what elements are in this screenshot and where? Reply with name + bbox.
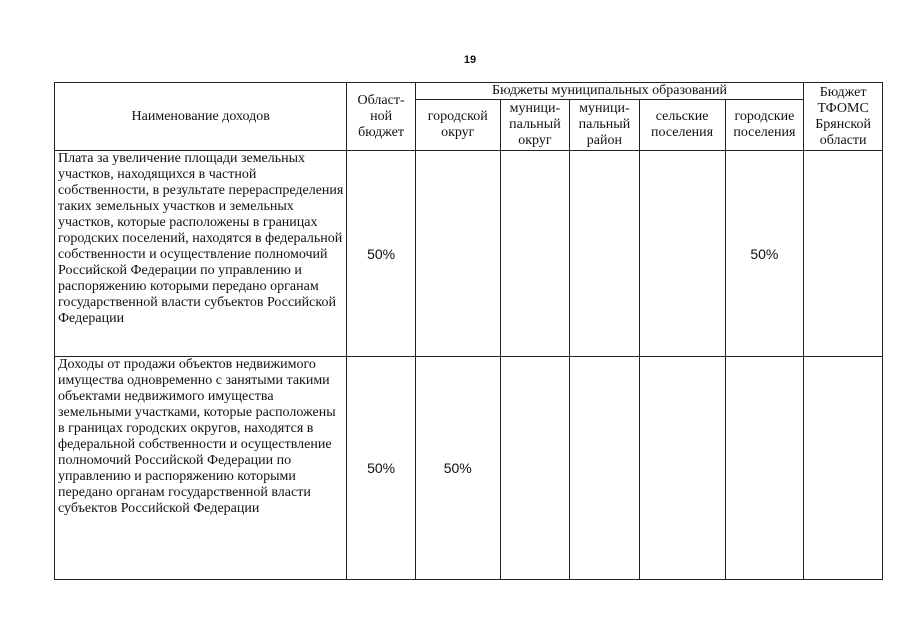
regional-share-cell: 50% xyxy=(347,357,415,580)
rural-settlements-share-cell xyxy=(639,151,725,357)
header-municipal-budgets: Бюджеты муниципальных образований xyxy=(415,83,803,100)
header-city-district: городской округ xyxy=(415,100,500,151)
table-row xyxy=(55,151,883,357)
municipal-area-share-cell xyxy=(570,357,640,580)
rural-settlements-share-cell xyxy=(639,357,725,580)
city-district-share-cell: 50% xyxy=(415,357,500,580)
budget-distribution-table xyxy=(54,82,883,580)
municipal-district-share-cell xyxy=(500,151,570,357)
header-urban-settlements: городские поселения xyxy=(725,100,804,151)
tfoms-share-cell xyxy=(804,357,883,580)
header-rural-settlements: сельские поселения xyxy=(639,100,725,151)
header-municipal-area: муници- пальный район xyxy=(570,100,640,151)
header-municipal-district: муници- пальный округ xyxy=(500,100,570,151)
header-income-name: Наименование доходов xyxy=(55,83,347,151)
urban-settlements-share-cell xyxy=(725,357,804,580)
income-name-cell: Плата за увеличение площади земельных участков, находящихся в частной собственности, в результате перераспределения таких земельных участков и земельных участков, которые расположены в границах городских поселений, находятся в федеральной собственности и осуществление полномочий Российской Федерации по управлению и распоряжению которыми передано органам государственной власти субъектов Российской Федерации xyxy=(55,151,347,357)
table-row xyxy=(55,357,883,580)
municipal-area-share-cell xyxy=(570,151,640,357)
city-district-share-cell xyxy=(415,151,500,357)
header-tfoms-budget: Бюджет ТФОМС Брянской области xyxy=(804,83,883,151)
header-regional-budget: Област- ной бюджет xyxy=(347,83,415,151)
municipal-district-share-cell xyxy=(500,357,570,580)
income-name-cell: Доходы от продажи объектов недвижимого имущества одновременно с занятыми такими объектами недвижимого имущества земельными участками, которые расположены в границах городских округов, находятся в федеральной собственности и осуществление полномочий Российской Федерации по управлению и распоряжению которыми передано органам государственной власти субъектов Российской Федерации xyxy=(55,357,347,580)
regional-share-cell: 50% xyxy=(347,151,415,357)
page-number: 19 xyxy=(463,54,477,66)
urban-settlements-share-cell: 50% xyxy=(725,151,804,357)
tfoms-share-cell xyxy=(804,151,883,357)
